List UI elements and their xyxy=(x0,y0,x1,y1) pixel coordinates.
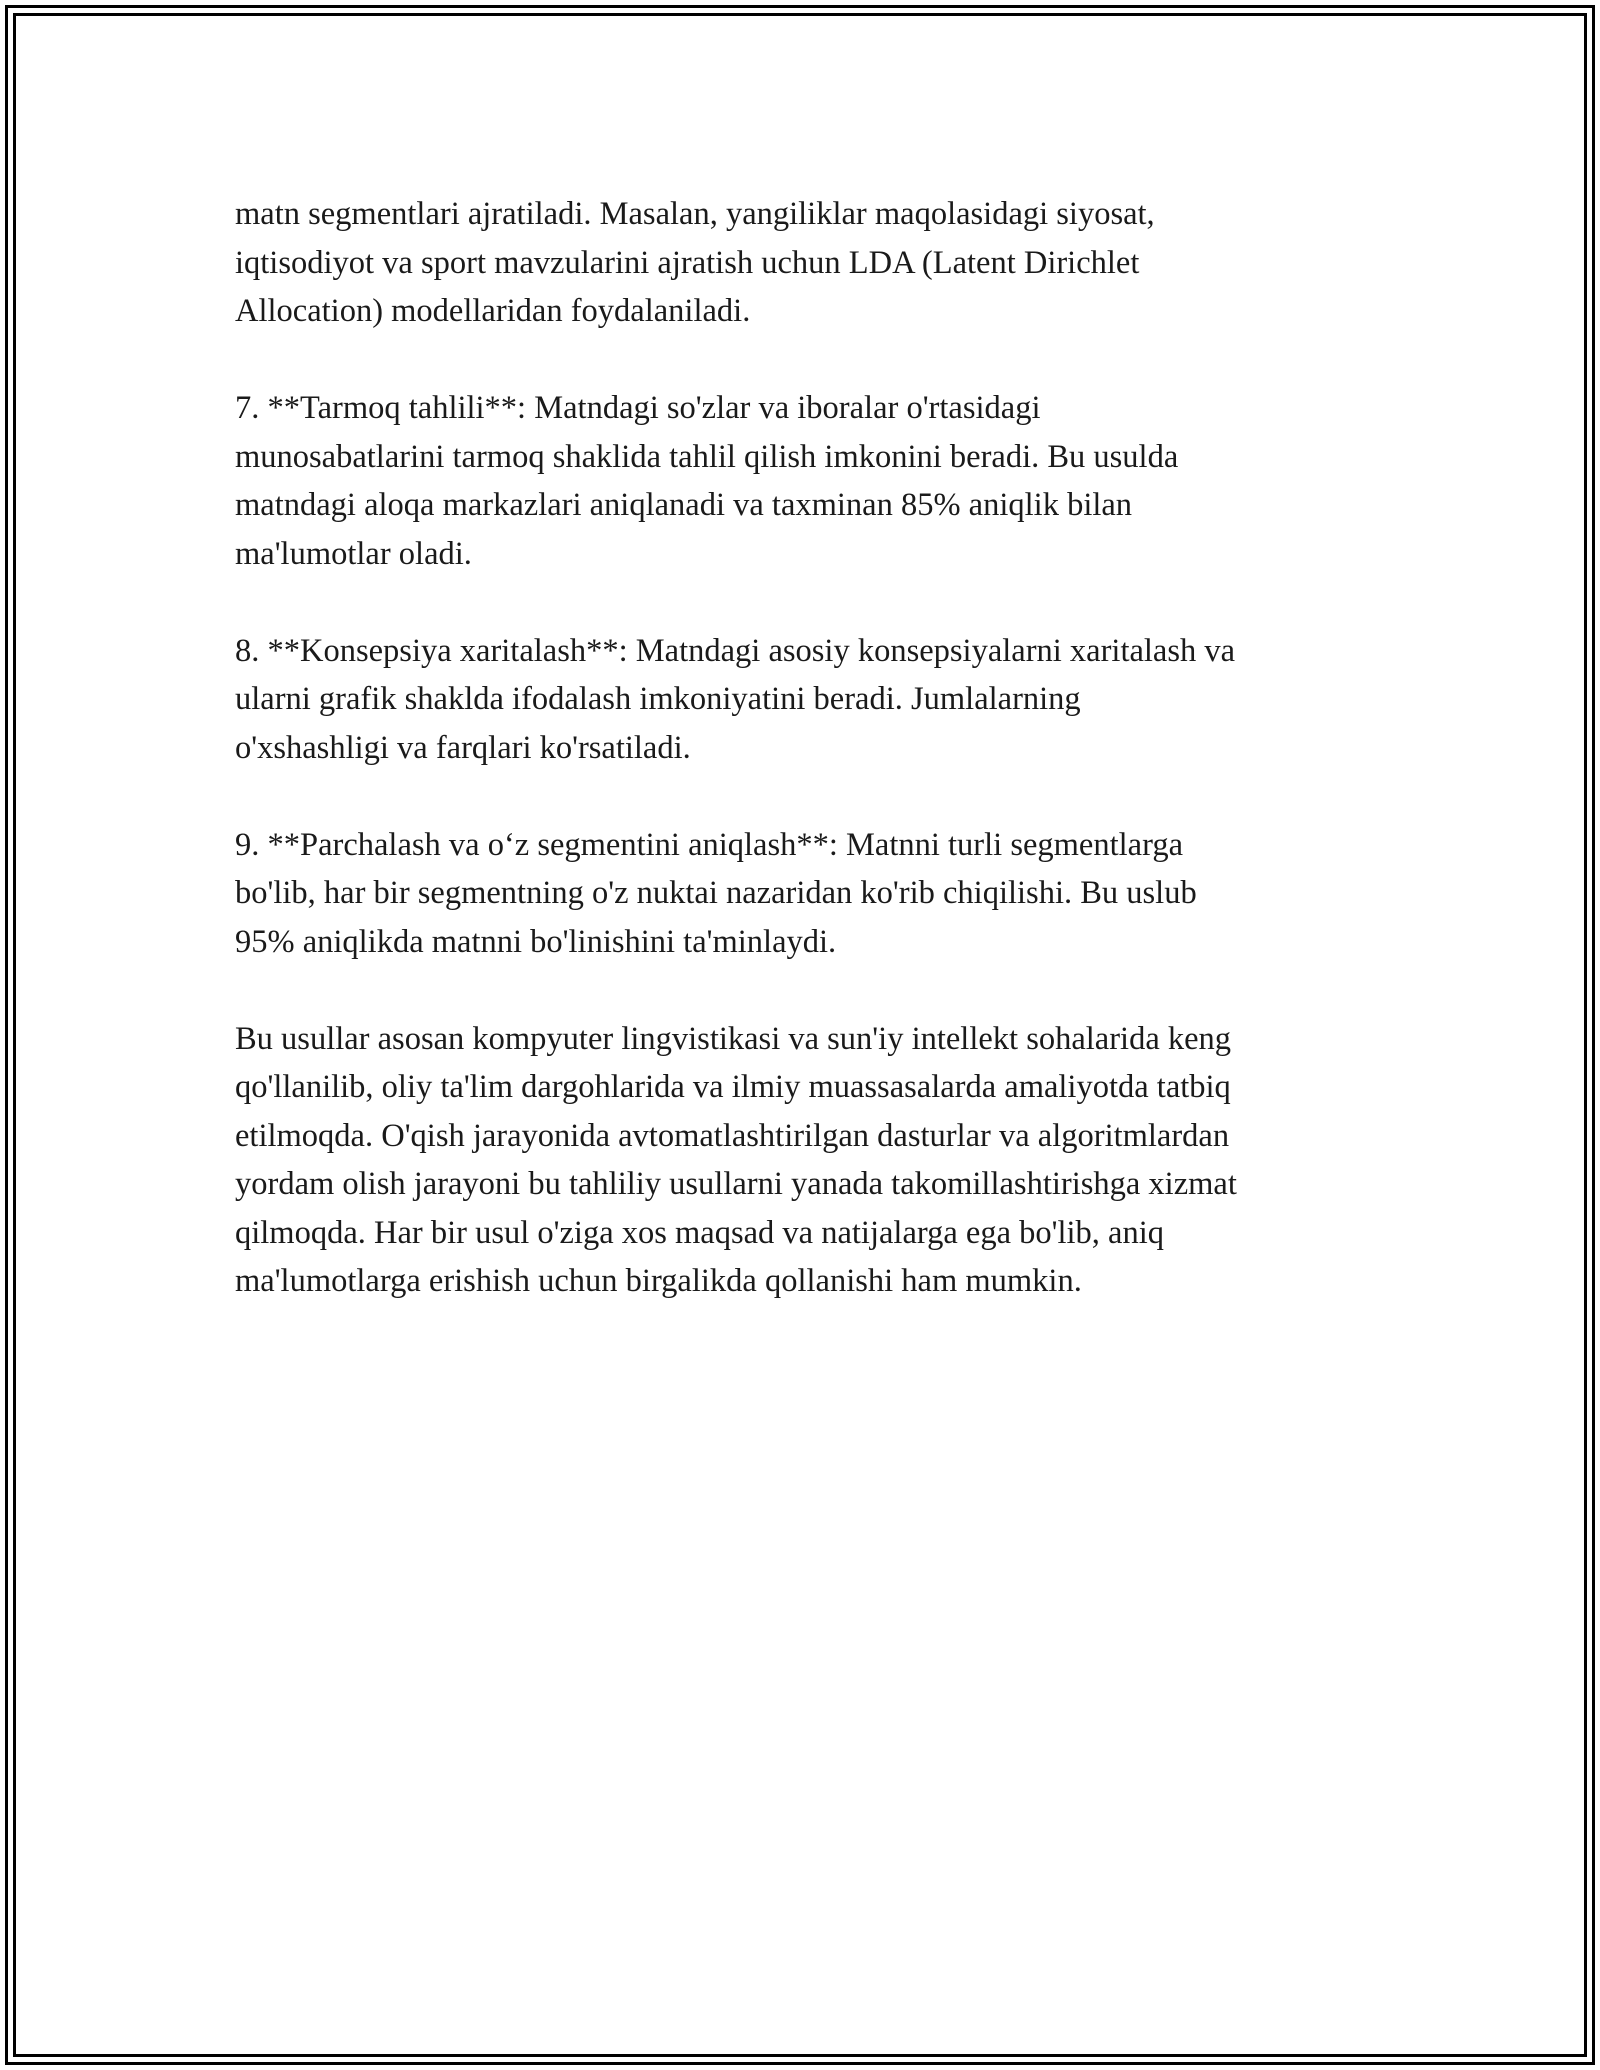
paragraph-network-analysis: 7. **Tarmoq tahlili**: Matndagi so'zlar va iboralar o'rtasidagi munosabatlarini tarmoq shaklida tahlil qilish imkonini beradi. Bu usulda matndagi aloqa markazlari aniqlanadi va taxminan 85% aniqlik bilan ma'lumotlar oladi. xyxy=(235,390,1179,572)
paragraph-topic-segmentation-continued: matn segmentlari ajratiladi. Masalan, yangiliklar maqolasidagi siyosat, iqtisodiyot va sport mavzularini ajratish uchun LDA (Latent Dirichlet Allocation) modellaridan foydalaniladi. xyxy=(235,196,1155,329)
paragraph-segmentation: 9. **Parchalash va oʻz segmentini aniqlash**: Matnni turli segmentlarga bo'lib, har bir segmentning o'z nuktai nazaridan ko'rib chiqilishi. Bu uslub 95% aniqlikda matnni bo'linishini ta'minlaydi. xyxy=(235,826,1197,960)
document-body xyxy=(235,190,1375,1354)
paragraph-conclusion: Bu usullar asosan kompyuter lingvistikasi va sun'iy intellekt sohalarida keng qo'llanilib, oliy ta'lim dargohlarida va ilmiy muassasalarda amaliyotda tatbiq etilmoqda. O'qish jarayonida avtomatlashtirilgan dasturlar va algoritmlardan yordam olish jarayoni bu tahliliy usullarni yanada takomillashtirishga xizmat qilmoqda. Har bir usul o'ziga xos maqsad va natijalarga ega bo'lib, aniq ma'lumotlarga erishish uchun birgalikda qollanishi ham mumkin. xyxy=(235,1020,1237,1299)
paragraph-concept-mapping: 8. **Konsepsiya xaritalash**: Matndagi asosiy konsepsiyalarni xaritalash va ularni grafik shaklda ifodalash imkoniyatini beradi. Jumlalarning o'xshashligi va farqlari ko'rsatiladi. xyxy=(235,632,1236,766)
